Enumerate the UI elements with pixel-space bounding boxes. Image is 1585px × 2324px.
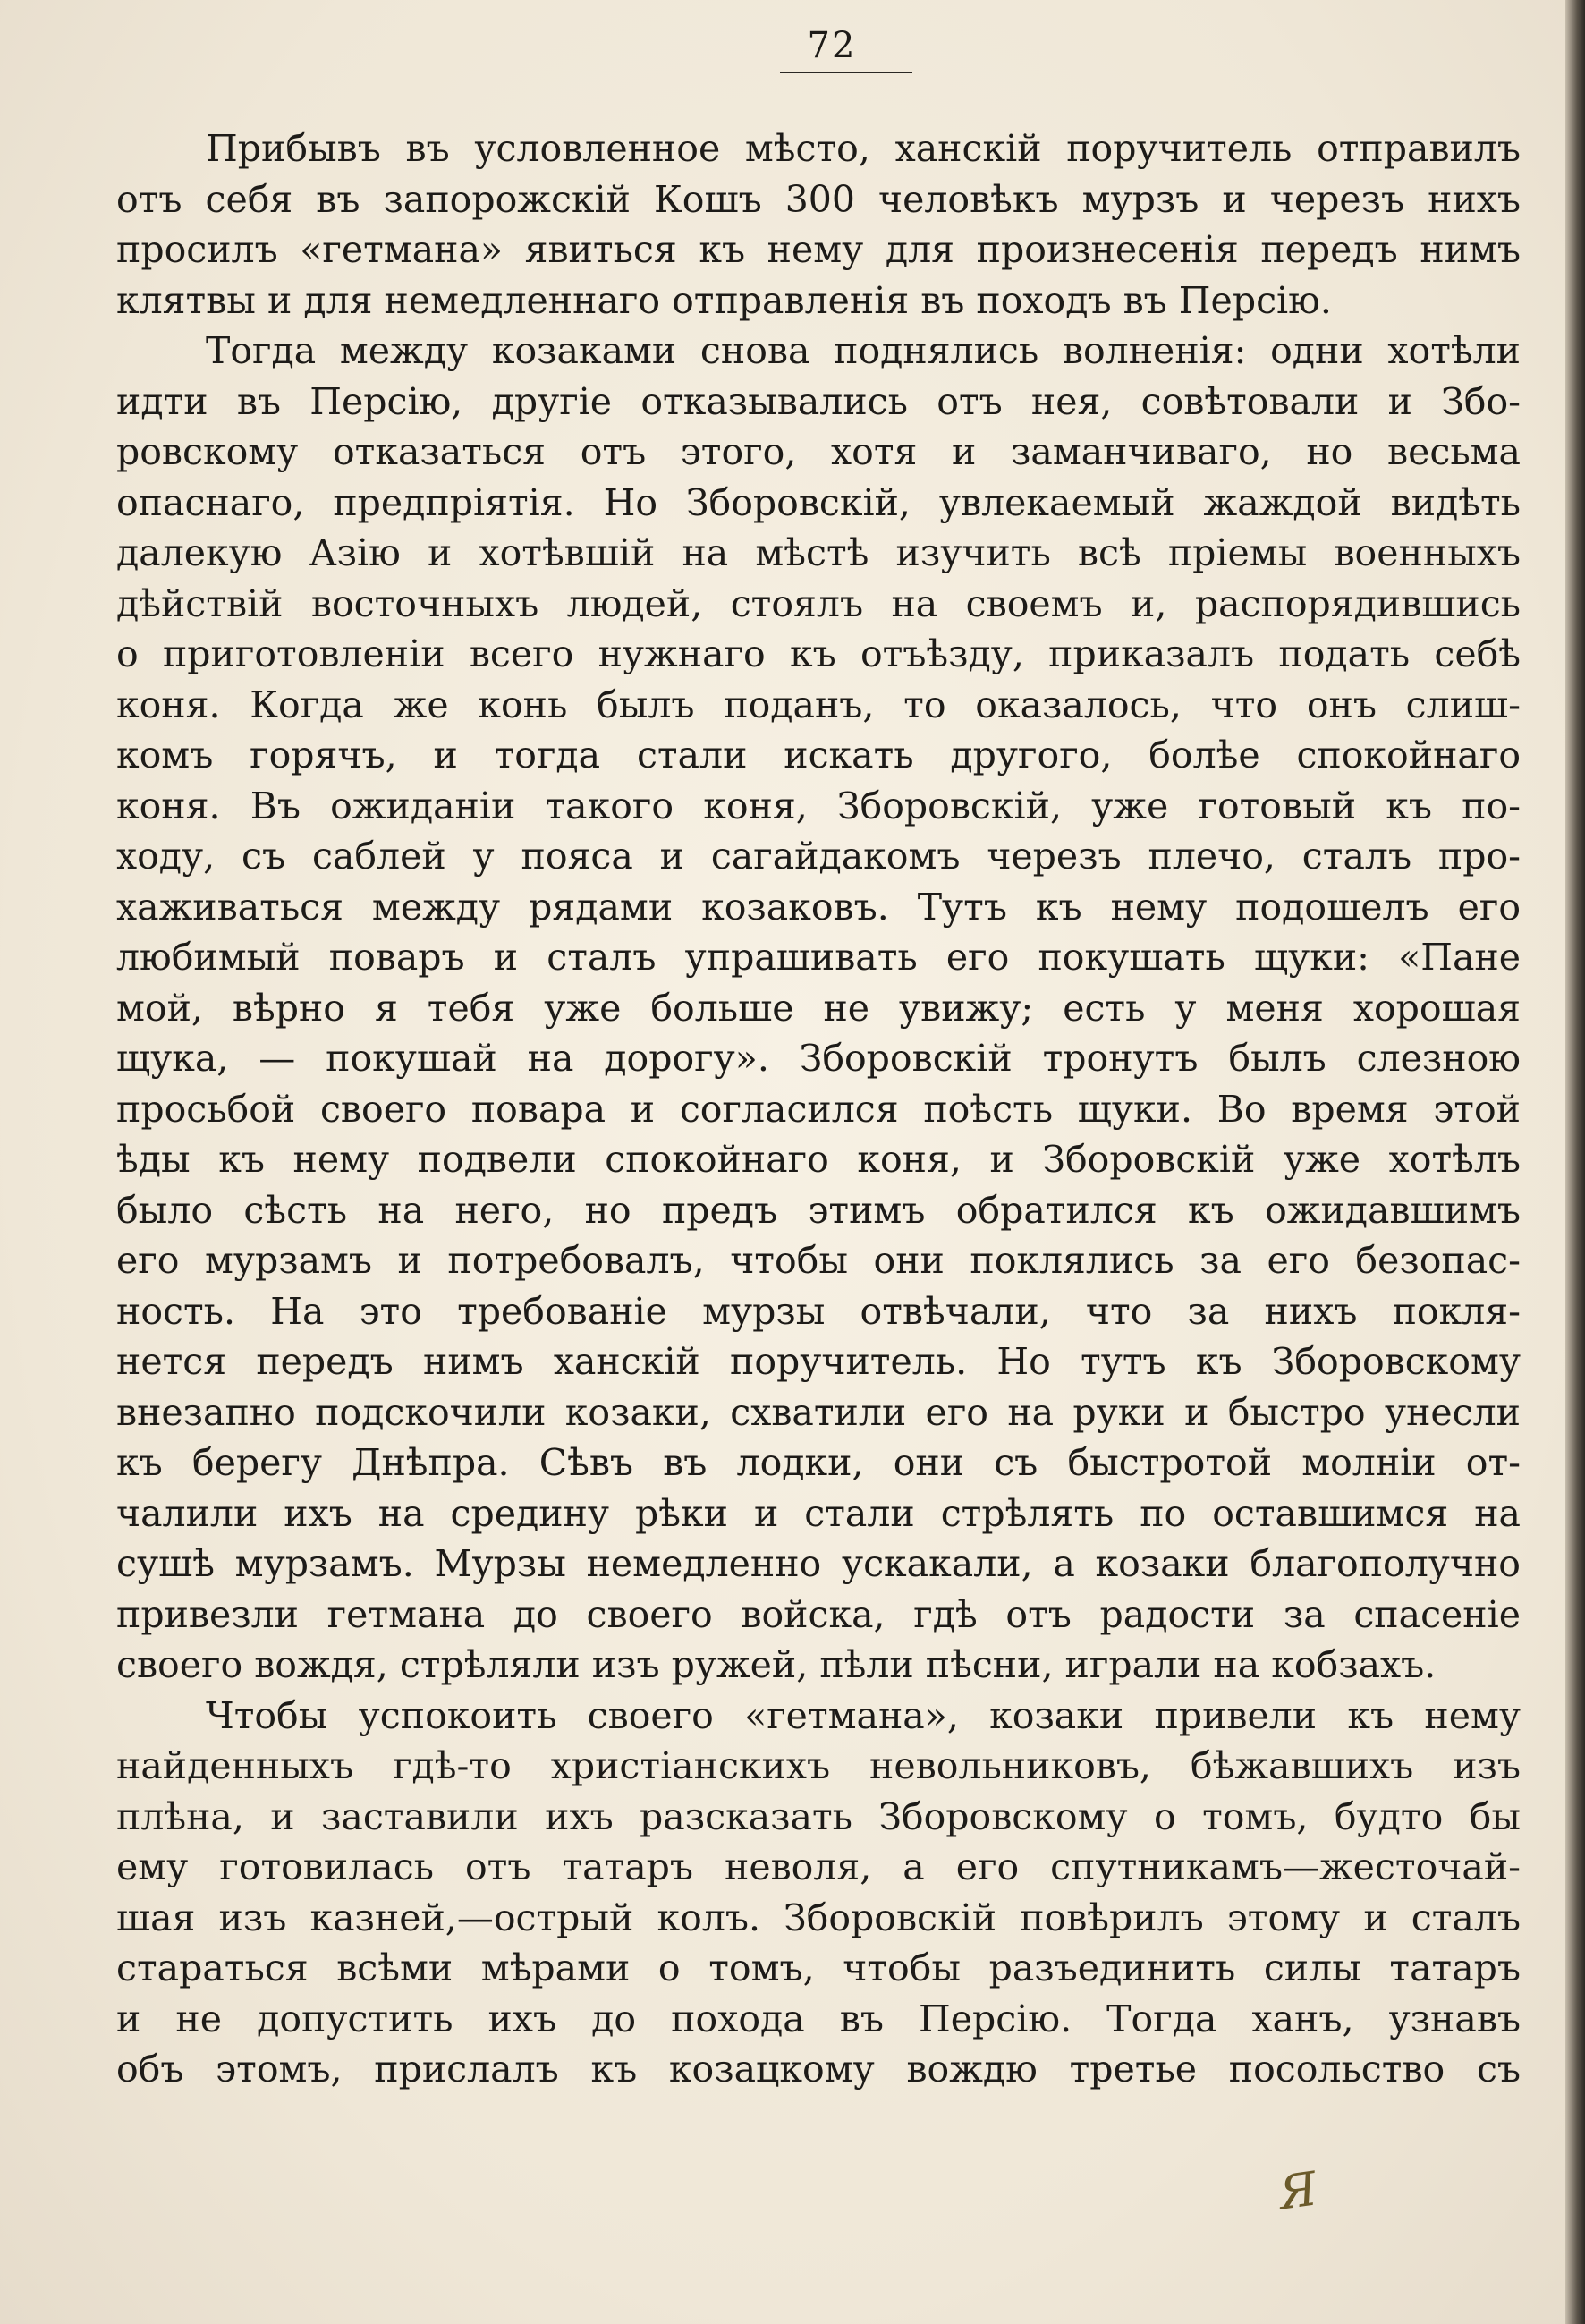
text-line: идти въ Персію, другіе отказывались отъ нея, совѣтовали и Збо-: [116, 379, 1521, 423]
text-line: отъ себя въ запорожскій Кошъ 300 человѣкъ мурзъ и черезъ нихъ: [116, 177, 1521, 221]
pencil-annotation: Я: [1276, 2162, 1320, 2221]
text-line: къ берегу Днѣпра. Сѣвъ въ лодки, они съ быстротой молніи от-: [116, 1441, 1521, 1484]
text-line: и не допустить ихъ до похода въ Персію. Тогда ханъ, узнавъ: [116, 1997, 1521, 2040]
text-line: чалили ихъ на средину рѣки и стали стрѣлять по оставшимся на: [116, 1491, 1521, 1535]
text-line: о приготовленіи всего нужнаго къ отъѣзду, приказалъ подать себѣ: [116, 632, 1521, 675]
page-edge-shadow: [1565, 0, 1585, 2324]
text-line: ѣды къ нему подвели спокойнаго коня, и Зборовскій уже хотѣлъ: [116, 1138, 1521, 1181]
text-line: любимый поваръ и сталъ упрашивать его покушать щуки: «Пане: [116, 936, 1521, 979]
text-line: стараться всѣми мѣрами о томъ, чтобы разъединить силы татаръ: [116, 1947, 1521, 1989]
text-line: мой, вѣрно я тебя уже больше не увижу; есть у меня хорошая: [116, 986, 1521, 1030]
text-line: щука, — покушай на дорогу». Зборовскій тронутъ былъ слезною: [116, 1037, 1521, 1080]
text-line: Прибывъ въ условленное мѣсто, ханскій поручитель отправилъ: [206, 127, 1521, 170]
page-number: 72: [807, 25, 857, 66]
text-line: ровскому отказаться отъ этого, хотя и заманчиваго, но весьма: [116, 430, 1521, 473]
text-line: найденныхъ гдѣ-то христіанскихъ невольниковъ, бѣжавшихъ изъ: [116, 1744, 1521, 1787]
text-line: привезли гетмана до своего войска, гдѣ отъ радости за спасеніе: [116, 1592, 1521, 1636]
text-line: просилъ «гетмана» явиться къ нему для произнесенія передъ нимъ: [116, 228, 1521, 271]
text-line: просьбой своего повара и согласился поѣсть щуки. Во время этой: [116, 1087, 1521, 1131]
text-line: далекую Азію и хотѣвшій на мѣстѣ изучить всѣ пріемы военныхъ: [116, 531, 1521, 574]
text-line: Чтобы успокоить своего «гетмана», козаки привели къ нему: [206, 1693, 1521, 1737]
text-line: нется передъ нимъ ханскій поручитель. Но тутъ къ Зборовскому: [116, 1340, 1521, 1383]
page-number-rule: [780, 72, 912, 73]
text-line: сушѣ мурзамъ. Мурзы немедленно ускакали, а козаки благополучно: [116, 1542, 1521, 1585]
text-line: ему готовилась отъ татаръ неволя, а его спутникамъ—жесточай-: [116, 1845, 1521, 1888]
text-line: Тогда между козаками снова поднялись волненія: одни хотѣли: [206, 329, 1521, 372]
text-line: коня. Когда же конь былъ поданъ, то оказалось, что онъ слиш-: [116, 683, 1521, 726]
text-line: ность. На это требованіе мурзы отвѣчали, что за нихъ покля-: [116, 1289, 1521, 1333]
text-line: объ этомъ, прислалъ къ козацкому вождю третье посольство съ: [116, 2048, 1521, 2091]
text-line: клятвы и для немедленнаго отправленія въ походъ въ Персію.: [116, 278, 1332, 322]
text-line: опаснаго, предпріятія. Но Зборовскій, увлекаемый жаждой видѣть: [116, 480, 1521, 524]
text-line: плѣна, и заставили ихъ разсказать Зборовскому о томъ, будто бы: [116, 1794, 1521, 1838]
text-line: коня. Въ ожиданіи такого коня, Зборовскій, уже готовый къ по-: [116, 784, 1521, 827]
text-line: ходу, съ саблей у пояса и сагайдакомъ черезъ плечо, сталъ про-: [116, 835, 1521, 878]
body-text: [116, 123, 1521, 2095]
text-line: своего вождя, стрѣляли изъ ружей, пѣли пѣсни, играли на кобзахъ.: [116, 1643, 1437, 1686]
text-line: дѣйствій восточныхъ людей, стоялъ на своемъ и, распорядившись: [116, 581, 1521, 625]
text-line: шая изъ казней,—острый колъ. Зборовскій повѣрилъ этому и сталъ: [116, 1896, 1521, 1939]
text-line: внезапно подскочили козаки, схватили его на руки и быстро унесли: [116, 1390, 1521, 1434]
text-line: было сѣсть на него, но предъ этимъ обратился къ ожидавшимъ: [116, 1188, 1521, 1232]
text-line: его мурзамъ и потребовалъ, чтобы они поклялись за его безопас-: [116, 1239, 1521, 1282]
text-line: хаживаться между рядами козаковъ. Тутъ къ нему подошелъ его: [116, 885, 1521, 929]
text-line: комъ горячъ, и тогда стали искать другого, болѣе спокойнаго: [116, 734, 1521, 776]
